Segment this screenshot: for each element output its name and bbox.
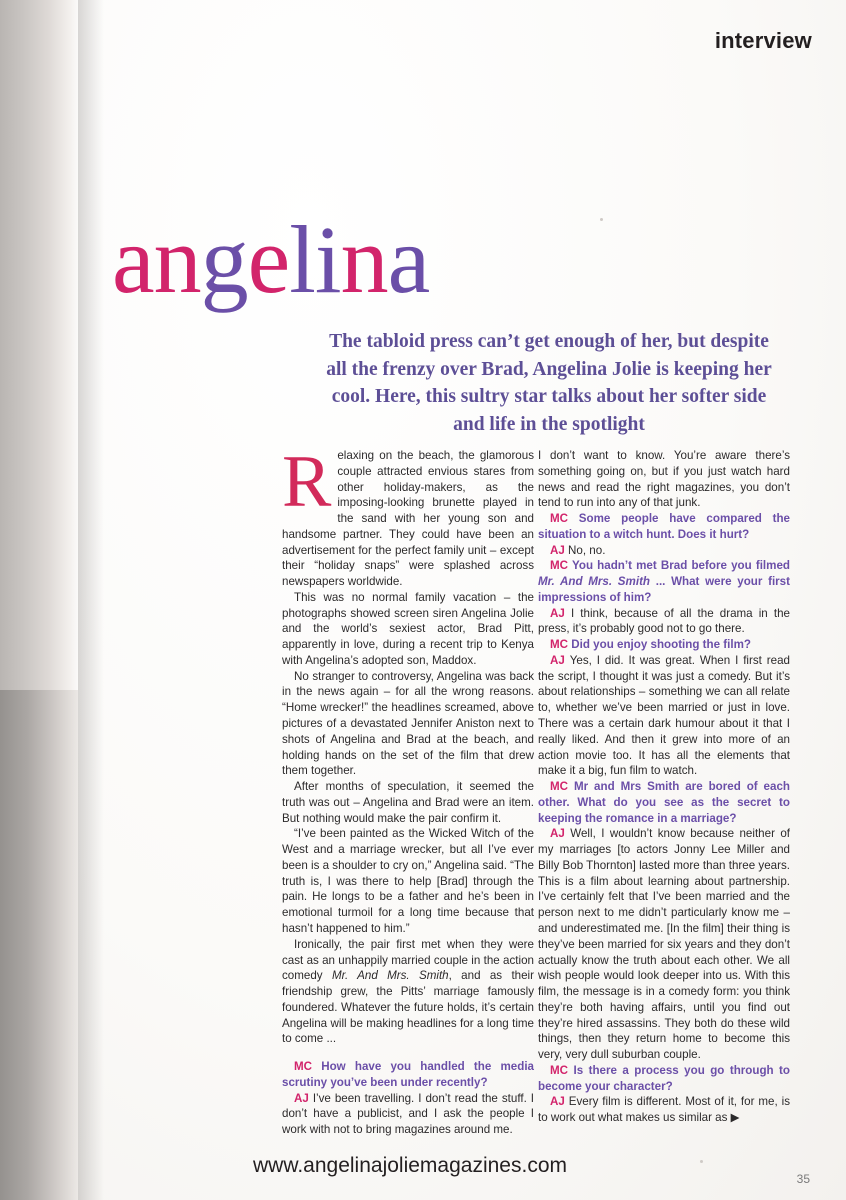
- body-paragraph: This was no normal family vacation – the photographs showed screen siren Angelina Jolie and the world’s sexiest actor, Brad Pitt, apparently in love, during a recent trip to Kenya with Angelina’s adopted son, Maddox.: [282, 590, 534, 667]
- speaker-tag: AJ: [294, 1091, 313, 1105]
- body-paragraph: After months of speculation, it seemed the truth was out – Angelina and Brad were an item. But nothing would make the pair confirm it.: [282, 780, 534, 825]
- masthead-letter: a: [112, 206, 154, 313]
- interview-answer: AJ Every film is different. Most of it, for me, is to work out what makes us similar as ▶: [538, 1095, 790, 1125]
- masthead-letter: i: [314, 206, 341, 313]
- speaker-tag: AJ: [550, 1095, 569, 1109]
- body-paragraph: I don’t want to know. You’re aware there’s something going on, but if you just watch hard news and read the right magazines, you don’t tend to run into any of that junk.: [538, 449, 790, 510]
- masthead-letter: n: [153, 206, 201, 313]
- film-title: Mr. And Mrs. Smith: [331, 969, 449, 983]
- section-kicker: interview: [714, 28, 812, 53]
- body-column-right: [538, 448, 790, 1126]
- interview-answer: AJ Yes, I did. It was great. When I first read the script, I thought it was just a comedy. But it’s about relationships – something we can all relate to, whether we’ve been married or just in love. There was a certain dark humour about it that I really liked. And then it grew into more of an action movie too. It has all the elements that make it a big, fun film to watch.: [538, 653, 790, 778]
- masthead-letter: a: [387, 206, 430, 313]
- interview-question: MC Some people have compared the situation to a witch hunt. Does it hurt?: [538, 512, 790, 541]
- speaker-tag: AJ: [550, 827, 571, 841]
- interview-question: MC How have you handled the media scrutiny you’ve been under recently?: [282, 1060, 534, 1089]
- masthead-letter: e: [247, 206, 290, 313]
- body-paragraph: No stranger to controversy, Angelina was back in the news again – for all the wrong reasons. “Home wrecker!” the headlines screamed, above pictures of a devastated Jennifer Aniston next to shots of Angelina and Brad at the beach, and holding hands on the set of the film that drew them together.: [282, 669, 534, 778]
- speaker-tag: MC: [550, 512, 579, 526]
- masthead-letter: l: [289, 206, 315, 313]
- standfirst: The tabloid press can’t get enough of her, but despite all the frenzy over Brad, Angelina Jolie is keeping her cool. Here, this sultry star talks about her softer side and life in the spotlight: [326, 331, 772, 436]
- speaker-tag: MC: [550, 559, 572, 573]
- scan-speck: [600, 218, 603, 221]
- speaker-tag: MC: [294, 1060, 322, 1074]
- interview-answer: AJ I’ve been travelling. I don’t read the stuff. I don’t have a publicist, and I ask the people I work with not to bring magazines around me.: [282, 1091, 534, 1137]
- interview-answer: AJ No, no.: [550, 543, 606, 557]
- interview-question: MC Did you enjoy shooting the film?: [550, 638, 751, 652]
- speaker-tag: AJ: [550, 543, 569, 557]
- masthead-letter: g: [200, 206, 248, 313]
- body-paragraph: Relaxing on the beach, the glamorous couple attracted envious stares from other holiday-makers, as the imposing-looking brunette played in the sand with her young son and handsome partner. They could have been an advertisement for the perfect family unit – except their “holiday snaps” were splashed across newspapers worldwide.: [282, 441, 534, 589]
- body-column-left: [282, 441, 534, 1138]
- speaker-tag: MC: [550, 1063, 574, 1077]
- body-paragraph: “I’ve been painted as the Wicked Witch of the West and a marriage wrecker, but all I’ve ever been is a shoulder to cry on,” Angelina said. “The truth is, I was there to help [Brad] through the pain. He longs to be a father and he’s been in emotional turmoil for a long time because that hasn’t happened to him.”: [282, 827, 534, 935]
- interview-answer: AJ I think, because of all the drama in the press, it’s probably good not to go there.: [538, 606, 790, 636]
- body-paragraph: Ironically, the pair first met when they were cast as an unhappily married couple in the action comedy Mr. And Mrs. Smith, and as their friendship grew, the Pitts’ marriage famously foundered. Whatever the future holds, it’s certain Angelina will be making headlines for a long time to come ...: [282, 937, 534, 1046]
- interview-question: MC You hadn’t met Brad before you filmed Mr. And Mrs. Smith ... What were your first impressions of him?: [538, 559, 790, 604]
- page-number: 35: [796, 1172, 810, 1186]
- footer-url[interactable]: www.angelinajoliemagazines.com: [253, 1154, 567, 1177]
- interview-question: MC Mr and Mrs Smith are bored of each other. What do you see as the secret to keeping the romance in a marriage?: [538, 780, 790, 825]
- interview-answer: AJ Well, I wouldn’t know because neither of my marriages [to actors Jonny Lee Miller and Billy Bob Thornton] lasted more than three years. This is a film about learning about partnership. I’ve certainly felt that I’ve been married and the person next to me didn’t particularly know me – and underestimated me. [In the film] their thing is they’ve been married for six years and they don’t actually know the truth about each other. We all wish people would look deeper into us. With this film, the message is in a comedy form: you think they’re both having affairs, until you find out they’re hired assassins. They both do these wild things, then they return home to become this very, very dull suburban couple.: [538, 827, 791, 1062]
- masthead-letter: n: [340, 206, 388, 313]
- speaker-tag: MC: [550, 638, 572, 652]
- speaker-tag: AJ: [550, 653, 570, 667]
- page-title: [112, 206, 430, 313]
- film-title: Mr. And Mrs. Smith: [538, 575, 651, 589]
- speaker-tag: AJ: [550, 606, 571, 620]
- page-gutter-shadow-lower: [0, 690, 78, 1200]
- column-spacer: [282, 1047, 534, 1059]
- speaker-tag: MC: [550, 780, 574, 794]
- interview-question: MC Is there a process you go through to become your character?: [538, 1063, 790, 1093]
- drop-cap: R: [282, 441, 332, 523]
